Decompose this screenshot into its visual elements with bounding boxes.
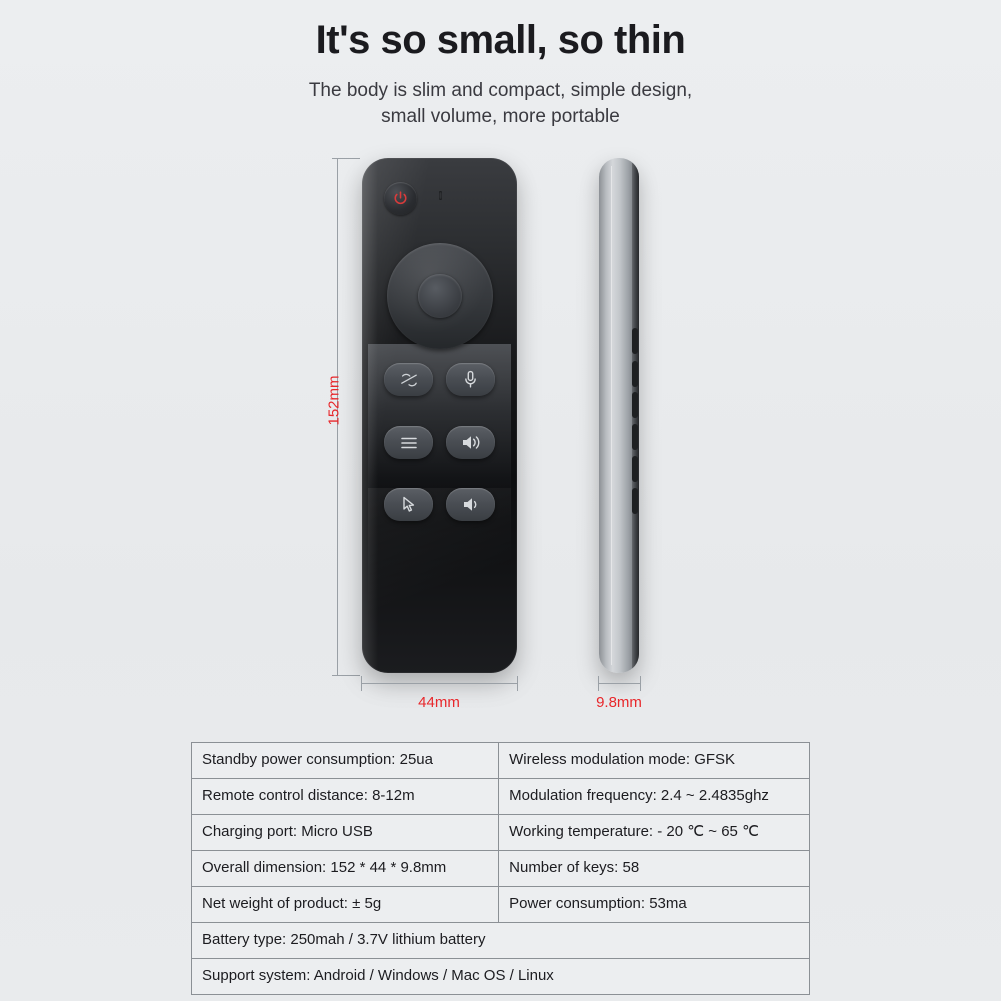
- table-row: [192, 743, 810, 779]
- volume-up-button[interactable]: [446, 426, 495, 459]
- mouse-cursor-icon: [401, 496, 417, 513]
- table-row: [192, 887, 810, 923]
- power-icon: [392, 190, 409, 207]
- back-arrow-icon: [399, 372, 419, 388]
- mic-hole-icon: [439, 191, 442, 200]
- thickness-dimension-label: 9.8mm: [596, 694, 642, 711]
- volume-up-icon: [460, 434, 482, 451]
- table-row: [192, 815, 810, 851]
- volume-down-icon: [461, 496, 481, 513]
- side-button-2: [632, 361, 638, 387]
- thickness-guide-line: [598, 683, 640, 684]
- spec-cell: Wireless modulation mode: GFSK: [499, 743, 810, 779]
- spec-cell: Standby power consumption: 25ua: [192, 743, 499, 779]
- width-guide-right-cap: [517, 676, 518, 691]
- height-dimension-label: 152mm: [325, 375, 343, 426]
- spec-cell: Modulation frequency: 2.4 ~ 2.4835ghz: [499, 779, 810, 815]
- spec-cell: Net weight of product: ± 5g: [192, 887, 499, 923]
- width-dimension-label: 44mm: [418, 694, 460, 711]
- spec-cell-full: Battery type: 250mah / 3.7V lithium battery: [192, 923, 810, 959]
- spec-cell: Number of keys: 58: [499, 851, 810, 887]
- subtitle-line-2: small volume, more portable: [381, 106, 620, 127]
- back-button[interactable]: [384, 363, 433, 396]
- page-subtitle: [0, 78, 1001, 130]
- page-title: It's so small, so thin: [315, 18, 686, 62]
- volume-down-button[interactable]: [446, 488, 495, 521]
- remote-side-view: [599, 158, 639, 673]
- spec-cell: Remote control distance: 8-12m: [192, 779, 499, 815]
- side-button-5: [632, 456, 638, 482]
- menu-lines-icon: [400, 436, 418, 450]
- spec-cell: Overall dimension: 152 * 44 * 9.8mm: [192, 851, 499, 887]
- menu-button[interactable]: [384, 426, 433, 459]
- cursor-button[interactable]: [384, 488, 433, 521]
- spec-cell: Charging port: Micro USB: [192, 815, 499, 851]
- thickness-guide-right-cap: [640, 676, 641, 691]
- table-row: [192, 779, 810, 815]
- width-guide-line: [361, 683, 517, 684]
- voice-button[interactable]: [446, 363, 495, 396]
- microphone-icon: [464, 370, 477, 389]
- side-seam-line: [611, 166, 612, 665]
- dpad-center-button[interactable]: [418, 274, 462, 318]
- spec-cell-full: Support system: Android / Windows / Mac OS / Linux: [192, 959, 810, 995]
- power-button[interactable]: [384, 182, 417, 215]
- table-row: [192, 851, 810, 887]
- spec-cell: Power consumption: 53ma: [499, 887, 810, 923]
- spec-cell: Working temperature: - 20 ℃ ~ 65 ℃: [499, 815, 810, 851]
- specification-table-body: [192, 743, 810, 995]
- specification-table: [191, 742, 810, 995]
- side-button-6: [632, 488, 638, 514]
- height-guide-bottom-cap: [332, 675, 360, 676]
- side-button-3: [632, 392, 638, 418]
- dpad-ring[interactable]: [387, 243, 493, 349]
- remote-front-view: [362, 158, 517, 673]
- side-button-1: [632, 328, 638, 354]
- table-row: [192, 959, 810, 995]
- subtitle-line-1: The body is slim and compact, simple design,: [308, 80, 693, 101]
- table-row: [192, 923, 810, 959]
- side-button-4: [632, 424, 638, 450]
